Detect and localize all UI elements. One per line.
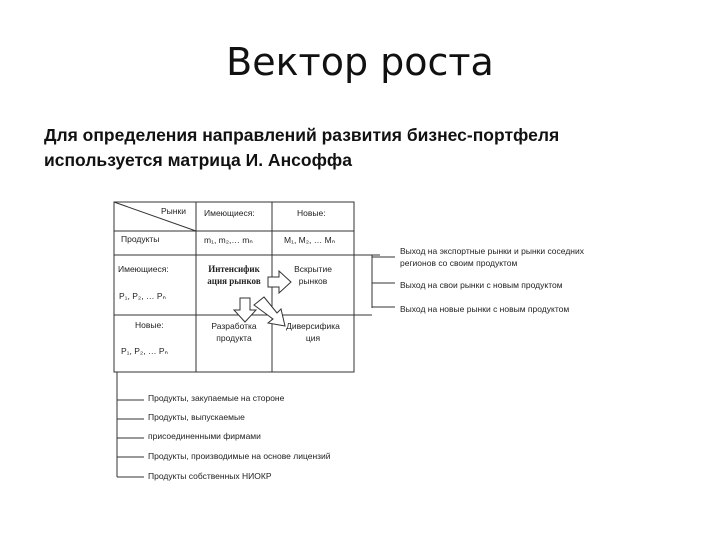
col-new-markets: M₁, M₂, … Mₙ bbox=[284, 235, 336, 245]
cell-diversification: Диверсифика ция bbox=[286, 321, 340, 343]
row-new-header: Новые: bbox=[135, 320, 164, 330]
cell-product-development: Разработка продукта bbox=[211, 321, 257, 343]
bottom-note-rnd: Продукты собственных НИОКР bbox=[148, 471, 272, 481]
cell-market-opening: Вскрытие рынков bbox=[294, 264, 332, 286]
subtitle-line-1: Для определения направлений развития бизнес-портфеля bbox=[44, 125, 560, 145]
corner-products-label: Продукты bbox=[121, 234, 160, 244]
corner-markets-label: Рынки bbox=[161, 206, 186, 216]
col-new-header: Новые: bbox=[297, 208, 326, 218]
bottom-note-licensed: Продукты, производимые на основе лицензий bbox=[148, 451, 331, 461]
bottom-note-produced: Продукты, выпускаемые bbox=[148, 412, 245, 422]
bottom-note-purchased: Продукты, закупаемые на стороне bbox=[148, 393, 285, 403]
col-existing-markets: m₁, m₂,… mₙ bbox=[204, 235, 253, 245]
subtitle-line-2: используется матрица И. Ансоффа bbox=[44, 150, 352, 170]
right-note-new-market-product: Выход на новые рынки с новым продуктом bbox=[400, 304, 570, 314]
arrow-down-icon bbox=[234, 298, 256, 322]
row-existing-header: Имеющиеся: bbox=[118, 264, 169, 274]
cell-intensification: Интенсифик ация рынков bbox=[207, 264, 261, 286]
bottom-note-affiliated: присоединенными фирмами bbox=[148, 431, 261, 441]
col-existing-header: Имеющиеся: bbox=[204, 208, 255, 218]
row-new-products: P₁, P₂, … Pₙ bbox=[121, 346, 168, 356]
right-note-export: Выход на экспортные рынки и рынки соседних регионов со своим продуктом bbox=[400, 246, 584, 268]
row-existing-products: P₁, P₂, … Pₙ bbox=[119, 291, 166, 301]
slide-title: Вектор роста bbox=[226, 40, 494, 84]
right-note-new-product: Выход на свои рынки с новым продуктом bbox=[400, 280, 563, 290]
